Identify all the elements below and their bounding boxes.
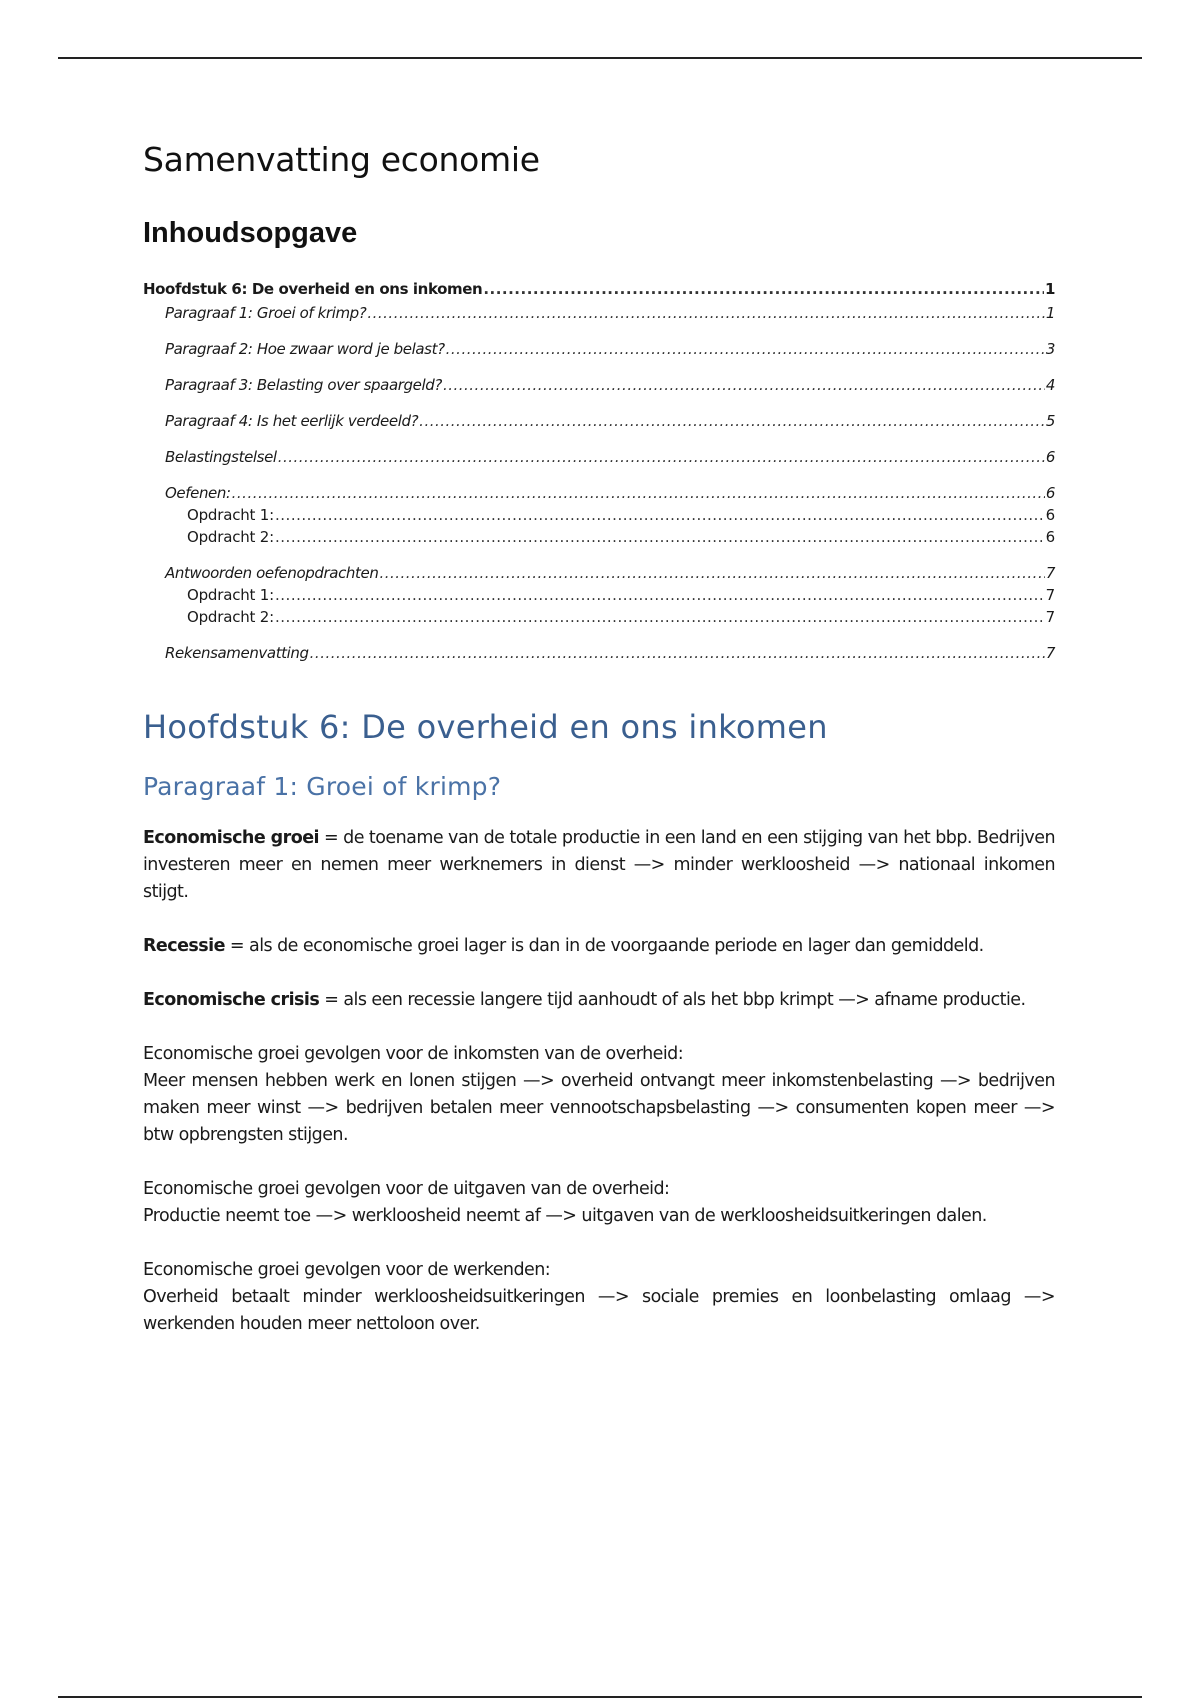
paragraph-intro: Economische groei gevolgen voor de werkenden: bbox=[143, 1260, 551, 1280]
definition-text: = als een recessie langere tijd aanhoudt of als het bbp krimpt —> afname productie. bbox=[319, 990, 1026, 1010]
toc-entry-label: Antwoorden oefenopdrachten bbox=[165, 564, 379, 582]
toc-leader-dots bbox=[275, 606, 1045, 628]
toc-leader-dots bbox=[379, 562, 1044, 584]
toc-entry-page: 7 bbox=[1045, 586, 1055, 604]
definition-text: = de toename van de totale productie in een land en een stijging van het bbp. Bedrijven investeren meer en nemen meer werknemers in dienst —> minder werkloosheid —> nationaal inkomen stijgt. bbox=[143, 828, 1055, 902]
footer-rule bbox=[58, 1696, 1142, 1698]
toc-entry-antwoorden-opdracht-1[interactable] bbox=[143, 584, 1055, 606]
definition-text: = als de economische groei lager is dan in de voorgaande periode en lager dan gemiddeld. bbox=[224, 936, 984, 956]
toc-entry-page: 6 bbox=[1045, 506, 1055, 524]
paragraph-body: Productie neemt toe —> werkloosheid neemt af —> uitgaven van de werkloosheidsuitkeringen dalen. bbox=[143, 1206, 987, 1226]
toc-entry-page: 1 bbox=[1045, 304, 1055, 322]
toc-heading: Inhoudsopgave bbox=[143, 217, 358, 249]
table-of-contents bbox=[143, 278, 1055, 664]
toc-entry-label: Paragraaf 3: Belasting over spaargeld? bbox=[165, 376, 442, 394]
toc-entry-hoofdstuk-6[interactable] bbox=[143, 278, 1055, 300]
paragraph-recessie bbox=[143, 933, 1055, 960]
toc-entry-paragraaf-4[interactable] bbox=[143, 410, 1055, 432]
toc-entry-rekensamenvatting[interactable] bbox=[143, 642, 1055, 664]
toc-leader-dots bbox=[310, 642, 1045, 664]
toc-leader-dots bbox=[275, 584, 1045, 606]
term-recessie: Recessie bbox=[143, 936, 225, 956]
toc-entry-page: 3 bbox=[1045, 340, 1055, 358]
paragraph-werkenden bbox=[143, 1257, 1055, 1338]
toc-leader-dots bbox=[275, 504, 1045, 526]
toc-entry-page: 4 bbox=[1045, 376, 1055, 394]
toc-entry-page: 6 bbox=[1045, 528, 1055, 546]
toc-entry-label: Opdracht 1: bbox=[187, 586, 275, 604]
toc-entry-page: 6 bbox=[1045, 484, 1055, 502]
section-heading: Paragraaf 1: Groei of krimp? bbox=[143, 772, 502, 801]
toc-leader-dots bbox=[367, 302, 1044, 324]
toc-leader-dots bbox=[419, 410, 1045, 432]
toc-entry-label: Oefenen: bbox=[165, 484, 231, 502]
toc-leader-dots bbox=[446, 338, 1045, 360]
header-rule bbox=[58, 57, 1142, 59]
toc-entry-label: Opdracht 2: bbox=[187, 608, 275, 626]
paragraph-economische-groei bbox=[143, 825, 1055, 906]
page-content bbox=[143, 140, 1055, 1338]
toc-entry-oefenen[interactable] bbox=[143, 482, 1055, 504]
toc-entry-oefenen-opdracht-1[interactable] bbox=[143, 504, 1055, 526]
toc-entry-paragraaf-2[interactable] bbox=[143, 338, 1055, 360]
toc-entry-label: Opdracht 1: bbox=[187, 506, 275, 524]
toc-entry-oefenen-opdracht-2[interactable] bbox=[143, 526, 1055, 548]
term-economische-groei: Economische groei bbox=[143, 828, 319, 848]
toc-entry-page: 7 bbox=[1045, 644, 1055, 662]
toc-entry-paragraaf-1[interactable] bbox=[143, 302, 1055, 324]
document-title: Samenvatting economie bbox=[143, 140, 540, 179]
toc-entry-page: 7 bbox=[1045, 608, 1055, 626]
toc-entry-label: Paragraaf 1: Groei of krimp? bbox=[165, 304, 367, 322]
paragraph-body: Overheid betaalt minder werkloosheidsuitkeringen —> sociale premies en loonbelasting omlaag —> werkenden houden meer nettoloon over. bbox=[143, 1287, 1055, 1334]
toc-entry-page: 1 bbox=[1044, 280, 1055, 298]
paragraph-intro: Economische groei gevolgen voor de uitgaven van de overheid: bbox=[143, 1179, 670, 1199]
toc-entry-label: Opdracht 2: bbox=[187, 528, 275, 546]
toc-entry-label: Paragraaf 2: Hoe zwaar word je belast? bbox=[165, 340, 445, 358]
term-economische-crisis: Economische crisis bbox=[143, 990, 320, 1010]
toc-entry-page: 5 bbox=[1045, 412, 1055, 430]
toc-entry-label: Hoofdstuk 6: De overheid en ons inkomen bbox=[143, 280, 483, 298]
toc-leader-dots bbox=[483, 278, 1044, 300]
toc-leader-dots bbox=[278, 446, 1045, 468]
toc-leader-dots bbox=[275, 526, 1045, 548]
toc-entry-label: Rekensamenvatting bbox=[165, 644, 309, 662]
paragraph-economische-crisis bbox=[143, 987, 1055, 1014]
toc-entry-antwoorden-opdracht-2[interactable] bbox=[143, 606, 1055, 628]
chapter-heading: Hoofdstuk 6: De overheid en ons inkomen bbox=[143, 708, 828, 746]
paragraph-intro: Economische groei gevolgen voor de inkomsten van de overheid: bbox=[143, 1044, 684, 1064]
toc-entry-page: 7 bbox=[1045, 564, 1055, 582]
toc-leader-dots bbox=[232, 482, 1045, 504]
toc-entry-paragraaf-3[interactable] bbox=[143, 374, 1055, 396]
paragraph-uitgaven-overheid bbox=[143, 1176, 1055, 1230]
toc-entry-label: Paragraaf 4: Is het eerlijk verdeeld? bbox=[165, 412, 419, 430]
toc-entry-belastingstelsel[interactable] bbox=[143, 446, 1055, 468]
paragraph-inkomsten-overheid bbox=[143, 1041, 1055, 1149]
toc-entry-antwoorden[interactable] bbox=[143, 562, 1055, 584]
toc-leader-dots bbox=[443, 374, 1045, 396]
toc-entry-label: Belastingstelsel bbox=[165, 448, 277, 466]
paragraph-body: Meer mensen hebben werk en lonen stijgen —> overheid ontvangt meer inkomstenbelasting —> bedrijven maken meer winst —> bedrijven betalen meer vennootschapsbelasting —> consumenten kopen meer —> btw opbrengsten stijgen. bbox=[143, 1071, 1055, 1145]
toc-entry-page: 6 bbox=[1045, 448, 1055, 466]
